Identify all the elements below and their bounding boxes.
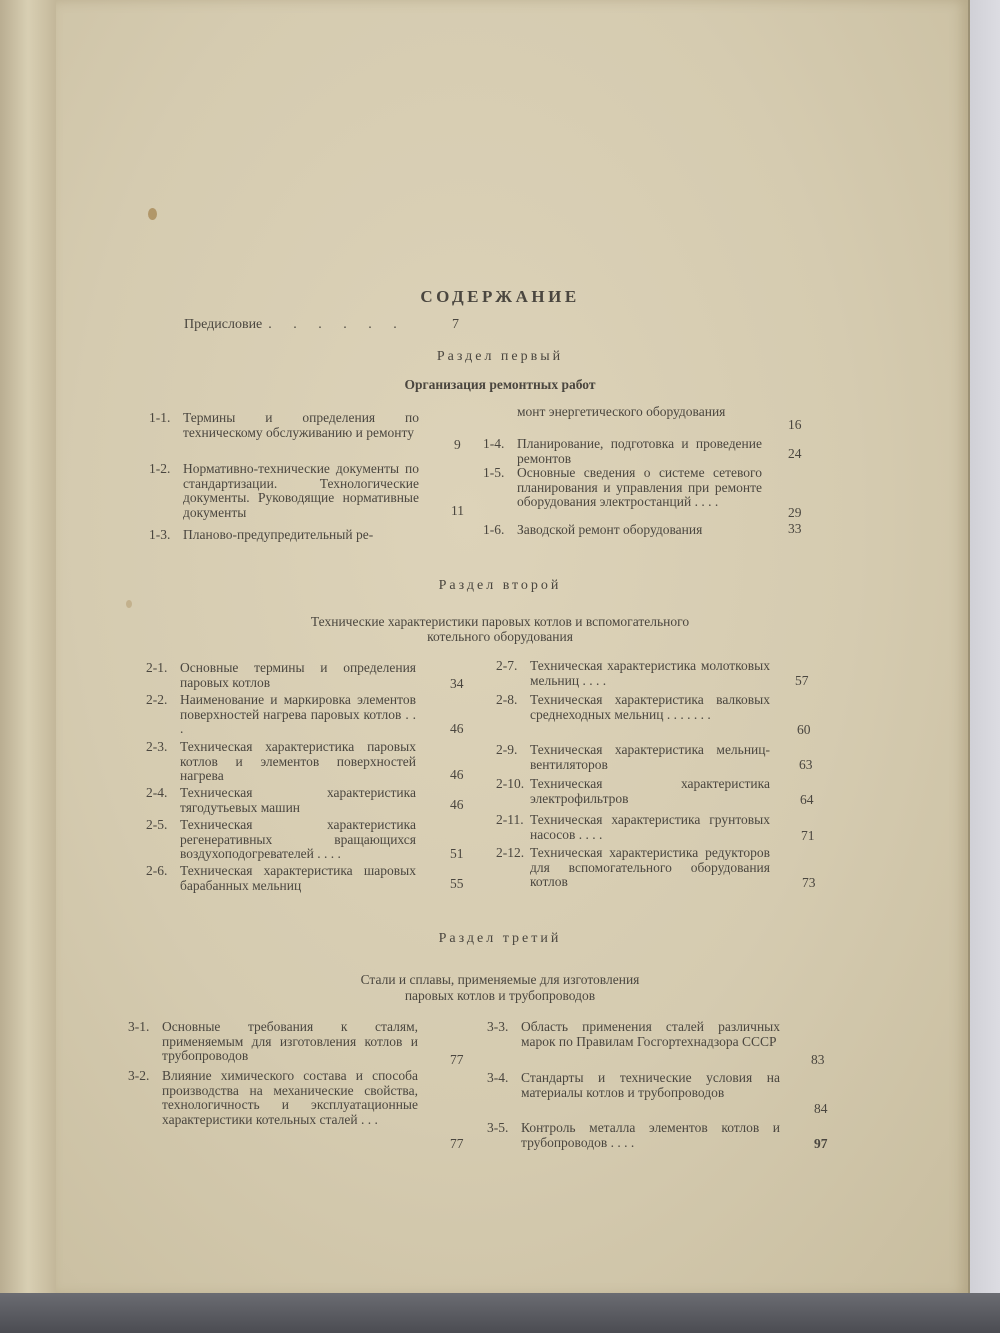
entry-number: 1-5. <box>483 465 505 480</box>
entry-page: 51 <box>450 846 464 861</box>
entry-number: 2-2. <box>146 692 168 707</box>
entry-page: 34 <box>450 676 464 691</box>
entry-page: 97 <box>814 1136 828 1151</box>
toc-entry <box>496 845 770 890</box>
section1-label: Раздел первый <box>436 349 564 364</box>
entry-page: 63 <box>799 757 813 772</box>
entry-title: монт энергетического оборудования <box>517 404 726 419</box>
entry-number: 2-3. <box>146 739 168 754</box>
entry-title: Техническая характеристика паровых котлов и элементов поверхностей нагрева <box>180 739 416 784</box>
toc-entry <box>149 527 419 543</box>
page-title: СОДЕРЖАНИЕ <box>420 287 580 306</box>
entry-title: Наименование и маркировка элементов поверхностей нагрева паровых котлов . . . <box>180 692 416 737</box>
toc-entry <box>487 1019 780 1049</box>
preface-entry <box>184 317 484 333</box>
entry-page: 73 <box>802 875 816 890</box>
toc-entry <box>128 1068 418 1127</box>
entry-page: 60 <box>797 722 811 737</box>
entry-page: 77 <box>450 1136 464 1151</box>
toc-entry <box>496 692 770 722</box>
entry-page: 77 <box>450 1052 464 1067</box>
entry-page: 46 <box>450 797 464 812</box>
section3-heading-line1: Стали и сплавы, применяемые для изготовления <box>360 972 640 987</box>
preface-label: Предисловие <box>184 317 263 332</box>
entry-number: 1-1. <box>149 410 171 425</box>
entry-title: Стандарты и технические условия на материалы котлов и трубопроводов <box>521 1070 780 1100</box>
entry-title: Основные термины и определения паровых котлов <box>180 660 416 690</box>
preface-page: 7 <box>452 317 459 332</box>
entry-number: 2-10. <box>496 776 525 791</box>
toc-entry <box>483 522 762 538</box>
floor-edge <box>0 1293 1000 1333</box>
entry-number: 3-3. <box>487 1019 509 1034</box>
entry-title: Техническая характеристика редукторов для вспомогательного оборудования котлов <box>530 845 770 890</box>
paper-stain <box>126 600 132 608</box>
entry-number: 2-4. <box>146 785 168 800</box>
entry-page: 71 <box>801 828 815 843</box>
entry-page: 24 <box>788 446 802 461</box>
entry-page: 57 <box>795 673 809 688</box>
section3-label: Раздел третий <box>438 931 562 946</box>
toc-entry <box>496 658 770 688</box>
entry-title: Заводской ремонт оборудования <box>517 522 703 537</box>
toc-entry <box>487 1070 780 1100</box>
entry-number: 3-4. <box>487 1070 509 1085</box>
toc-entry <box>128 1019 418 1064</box>
toc-entry <box>146 660 416 690</box>
entry-title: Техническая характеристика грунтовых насосов . . . . <box>530 812 770 842</box>
entry-title: Техническая характеристика мельниц-вентиляторов <box>530 742 770 772</box>
section3-heading-line2: паровых котлов и трубопроводов <box>404 988 596 1003</box>
entry-number: 2-8. <box>496 692 518 707</box>
entry-title: Техническая характеристика электрофильтров <box>530 776 770 806</box>
section2-heading-line2: котельного оборудования <box>427 629 573 644</box>
entry-number: 2-9. <box>496 742 518 757</box>
toc-entry <box>496 812 770 842</box>
toc-entry <box>487 1120 780 1150</box>
entry-page: 9 <box>454 437 461 452</box>
entry-page: 55 <box>450 876 464 891</box>
entry-number: 3-1. <box>128 1019 150 1034</box>
entry-number: 2-12. <box>496 845 525 860</box>
entry-number: 1-6. <box>483 522 505 537</box>
entry-title: Термины и определения по техническому обслуживанию и ремонту <box>183 410 419 440</box>
entry-number: 2-6. <box>146 863 168 878</box>
section2-label: Раздел второй <box>438 578 562 593</box>
toc-entry <box>483 465 762 510</box>
entry-page: 64 <box>800 792 814 807</box>
section2-heading-line1: Технические характеристики паровых котлов и вспомогательного <box>310 614 690 629</box>
entry-number: 3-5. <box>487 1120 509 1135</box>
toc-entry <box>149 410 419 440</box>
entry-number: 2-1. <box>146 660 168 675</box>
entry-title: Техническая характеристика шаровых барабанных мельниц <box>180 863 416 893</box>
entry-title: Техническая характеристика валковых среднеходных мельниц . . . . . . . <box>530 692 770 722</box>
book-binding <box>0 0 63 1320</box>
entry-title: Область применения сталей различных марок по Правилам Госгортехнадзора СССР <box>521 1019 780 1049</box>
toc-entry <box>146 739 416 784</box>
section1-heading: Организация ремонтных работ <box>404 377 596 392</box>
entry-title: Техническая характеристика регенеративных вращающихся воздухоподогревателей . . . . <box>180 817 416 862</box>
entry-page: 83 <box>811 1052 825 1067</box>
entry-page: 84 <box>814 1101 828 1116</box>
entry-page: 16 <box>788 417 802 432</box>
entry-page: 46 <box>450 767 464 782</box>
entry-title: Нормативно-технические документы по стандартизации. Технологические документы. Руководящие нормативные документы <box>183 461 419 520</box>
entry-title: Основные требования к сталям, применяемым для изготовления котлов и трубопроводов <box>162 1019 418 1064</box>
entry-page: 46 <box>450 721 464 736</box>
entry-page: 11 <box>451 503 464 518</box>
entry-title: Основные сведения о системе сетевого планирования и управления при ремонте оборудования электростанций . . . . <box>517 465 762 510</box>
entry-number: 2-5. <box>146 817 168 832</box>
entry-title: Влияние химического состава и способа производства на механические свойства, технологичность и эксплуатационные характеристики котельных сталей . . . <box>162 1068 418 1127</box>
toc-entry <box>517 405 762 420</box>
entry-page: 33 <box>788 521 802 536</box>
toc-entry <box>146 863 416 893</box>
toc-entry <box>496 776 770 806</box>
toc-entry <box>146 785 416 815</box>
toc-entry <box>146 692 416 737</box>
toc-entry <box>483 436 762 466</box>
toc-entry <box>146 817 416 862</box>
entry-number: 2-7. <box>496 658 518 673</box>
entry-number: 1-2. <box>149 461 171 476</box>
entry-title: Техническая характеристика молотковых мельниц . . . . <box>530 658 770 688</box>
entry-title: Техническая характеристика тягодутьевых машин <box>180 785 416 815</box>
entry-number: 3-2. <box>128 1068 150 1083</box>
toc-entry <box>496 742 770 772</box>
entry-number: 1-4. <box>483 436 505 451</box>
entry-title: Контроль металла элементов котлов и трубопроводов . . . . <box>521 1120 780 1150</box>
entry-title: Планово-предупредительный ре- <box>183 527 374 542</box>
preface-dots: . . . . . . <box>268 317 406 332</box>
entry-page: 29 <box>788 505 802 520</box>
entry-number: 2-11. <box>496 812 524 827</box>
paper-stain <box>148 208 157 220</box>
entry-number: 1-3. <box>149 527 171 542</box>
entry-title: Планирование, подготовка и проведение ремонтов <box>517 436 762 466</box>
toc-entry <box>149 461 419 520</box>
